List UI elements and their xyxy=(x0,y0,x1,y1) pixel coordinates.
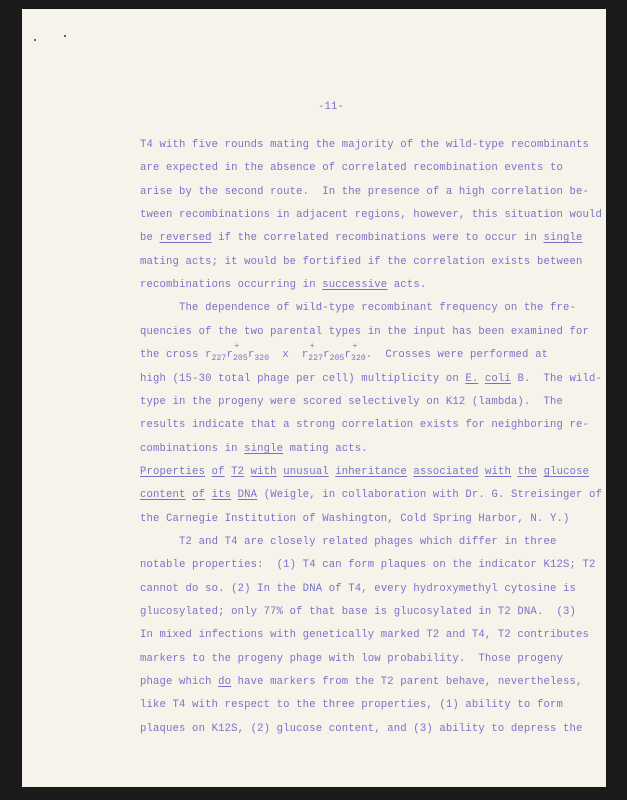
underlined-text: unusual xyxy=(283,466,329,478)
underlined-text: glucose xyxy=(543,466,590,478)
page-number: -11- xyxy=(318,101,345,113)
text-line: type in the progeny were scored selectively on K12 (lambda). The xyxy=(140,396,563,408)
underlined-text: reversed xyxy=(159,232,212,244)
text-line: the Carnegie Institution of Washington, Cold Spring Harbor, N. Y.) xyxy=(140,513,570,525)
underlined-text: E. xyxy=(465,373,479,385)
underlined-text: successive xyxy=(322,279,388,291)
underlined-text: with xyxy=(484,466,512,478)
underlined-text: T2 xyxy=(231,466,245,478)
underlined-text: inheritance xyxy=(335,466,407,478)
underlined-text: single xyxy=(244,443,284,455)
text-line: phage which do have markers from the T2 parent behave, nevertheless, xyxy=(140,676,583,688)
text-line: markers to the progeny phage with low probability. Those progeny xyxy=(140,653,563,665)
text-line: mating acts; it would be fortified if the correlation exists between xyxy=(140,256,583,268)
text-line: are expected in the absence of correlated recombination events to xyxy=(140,162,563,174)
scan-speck xyxy=(34,39,36,41)
gene-symbol: $r_{227}$ xyxy=(205,349,227,363)
text-line xyxy=(140,465,589,479)
underlined-text: with xyxy=(250,466,277,478)
underlined-text: of xyxy=(211,466,225,478)
text-line: quencies of the two parental types in the input has been examined for xyxy=(140,326,590,338)
underlined-text: the xyxy=(517,466,538,478)
text-line: plaques on K12S, (2) glucose content, and (3) ability to depress the xyxy=(140,723,583,735)
gene-symbol: + $r_{320}$ xyxy=(345,349,366,361)
underlined-text: coli xyxy=(484,373,511,385)
text-line: combinations in single mating acts. xyxy=(140,443,368,455)
text-line: recombinations occurring in successive acts. xyxy=(140,279,427,291)
text-line: results indicate that a strong correlation exists for neighboring re- xyxy=(140,419,590,431)
text-line: like T4 with respect to the three properties, (1) ability to form xyxy=(140,699,563,711)
text-line: glucosylated; only 77% of that base is glucosylated in T2 DNA. (3) xyxy=(140,606,576,618)
underlined-text: its xyxy=(211,489,232,501)
gene-symbol: + $r_{205}$ xyxy=(226,349,247,361)
underlined-text: Properties xyxy=(140,466,206,478)
text-line: tween recombinations in adjacent regions, however, this situation would xyxy=(140,209,603,221)
text-line: T2 and T4 are closely related phages which differ in three xyxy=(140,536,557,548)
text-line: be reversed if the correlated recombinations were to occur in single xyxy=(140,232,583,244)
text-line: arise by the second route. In the presence of a high correlation be- xyxy=(140,186,590,198)
text-line: cannot do so. (2) In the DNA of T4, every hydroxymethyl cytosine is xyxy=(140,583,576,595)
text-line: T4 with five rounds mating the majority of the wild-type recombinants xyxy=(140,139,590,151)
text-line: notable properties: (1) T4 can form plaques on the indicator K12S; T2 xyxy=(140,559,596,571)
underlined-text: do xyxy=(218,676,232,688)
text-line: high (15-30 total phage per cell) multiplicity on E. coli B. The wild- xyxy=(140,373,603,385)
underlined-text: of xyxy=(192,489,206,501)
underlined-text: DNA xyxy=(237,489,258,501)
text-line: content of its DNA (Weigle, in collaboration with Dr. G. Streisinger of xyxy=(140,489,603,501)
gene-symbol: $r_{320}$ xyxy=(247,349,270,363)
scan-speck xyxy=(64,35,66,37)
gene-symbol: $r_{205}$ xyxy=(323,349,345,363)
underlined-text: associated xyxy=(413,466,479,478)
gene-symbol: + $r_{227}$ xyxy=(302,349,323,361)
document-page xyxy=(22,9,606,787)
underlined-text: single xyxy=(543,232,583,244)
text-line: In mixed infections with genetically marked T2 and T4, T2 contributes xyxy=(140,629,590,641)
text-line: the cross $r_{227}+ r_{205}r_{320}$ $x + r_{227}r_{205}+ r_{320}$. Crosses were performed at xyxy=(140,348,548,362)
underlined-text: content xyxy=(140,489,186,501)
text-line: The dependence of wild-type recombinant frequency on the fre- xyxy=(140,302,576,314)
